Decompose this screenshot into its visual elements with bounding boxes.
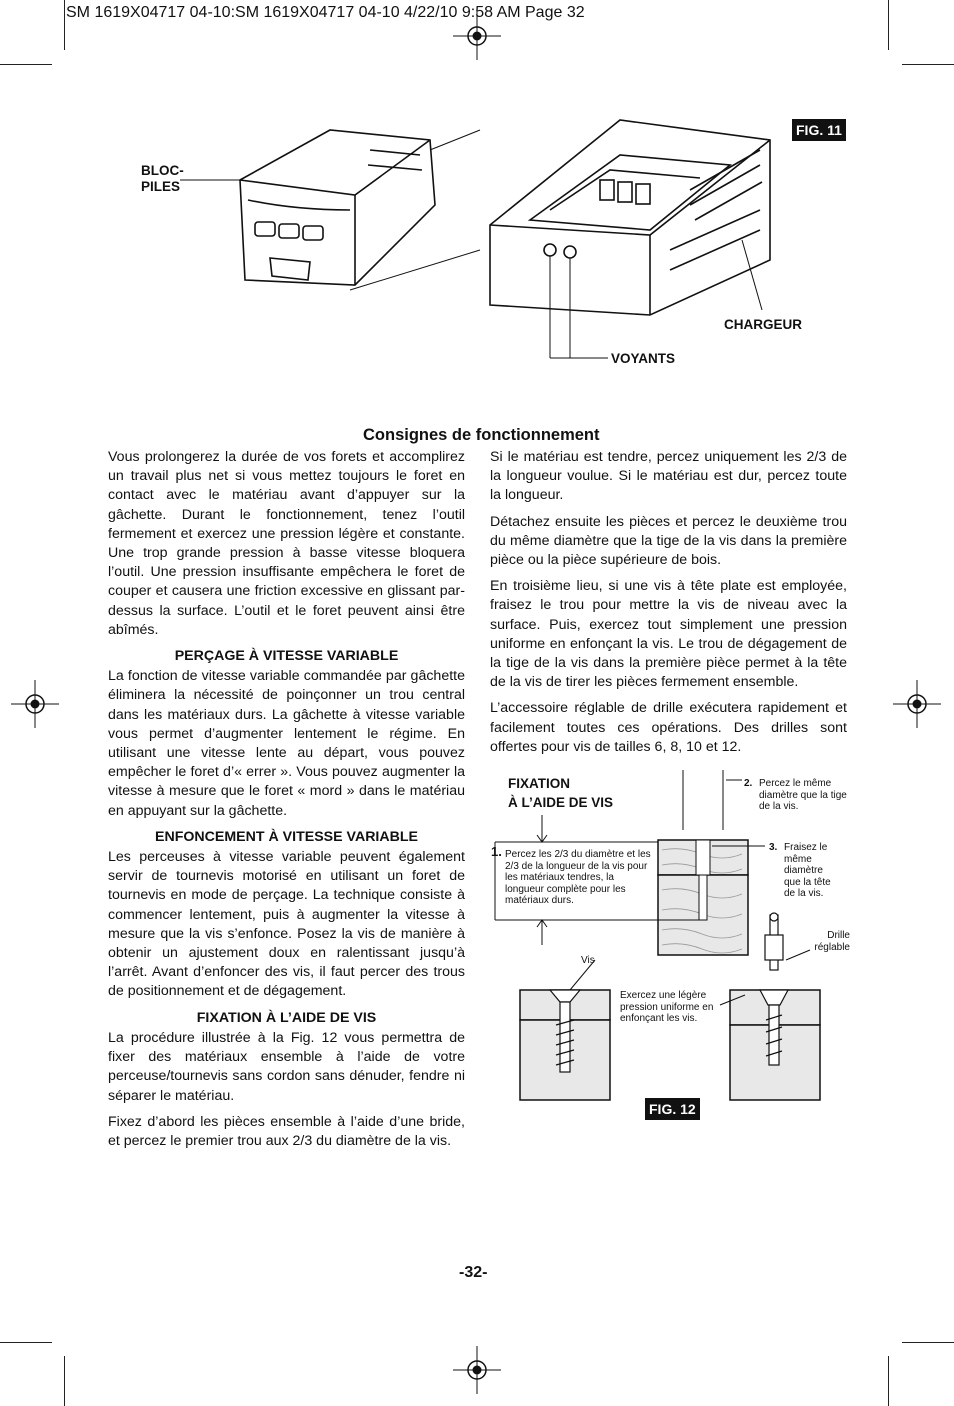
step1-text: Percez les 2/3 du diamètre et les 2/3 de la longueur de la vis pour les matériaux tendres, la longueur complète pour les matériaux durs. — [505, 849, 651, 906]
fig11-label: FIG. 11 — [792, 119, 846, 141]
subheading: FIXATION À L’AIDE DE VIS — [196, 1009, 377, 1026]
adjustable-drill-label: Drille réglable — [814, 930, 850, 953]
lights-label: VOYANTS — [611, 351, 676, 366]
paragraph: Les perceuses à vitesse variable peuvent également servir de tournevis motorisé en utilisant un foret de tournevis en mode de perçage. La technique consiste à commencer lentement, puis à augmenter la vitesse à mesure que la vis s’enfonce. Posez la vis de manière à obtenir un ajustement doux en ralentissant jusqu’à l’arrêt. Avant d’enfoncer des vis, il faut percer des trous de positionnement et de dégagement. — [108, 849, 465, 1000]
step2-number: 2. — [744, 778, 753, 789]
screw-label: Vis — [581, 955, 595, 966]
fig12-illustration — [490, 770, 850, 1130]
step3-text: Fraisez le même diamètre que la tête de la vis. — [784, 842, 831, 899]
battery-pack-label-line1: BLOC- — [141, 163, 184, 178]
step1-number: 1. — [491, 844, 502, 859]
paragraph: Si le matériau est tendre, percez uniquement les 2/3 de la longueur voulue. Si le matériau est dur, percez toute la longueur. — [490, 449, 847, 504]
step3-number: 3. — [769, 842, 778, 853]
fig12-title-line1: FIXATION — [508, 776, 570, 791]
pressure-text: Exercez une légère pression uniforme en enfonçant les vis. — [620, 990, 714, 1024]
fig11-illustration — [130, 110, 850, 380]
section-heading: Consignes de fonctionnement — [363, 426, 600, 444]
paragraph: Fixez d’abord les pièces ensemble à l’aide d’une bride, et percez le premier trou aux 2/3 du diamètre de la vis. — [108, 1113, 465, 1149]
registration-mark-right — [893, 680, 941, 728]
subheading: ENFONCEMENT À VITESSE VARIABLE — [154, 828, 418, 845]
print-slug: SM 1619X04717 04-10:SM 1619X04717 04-10 4/22/10 9:58 AM Page 32 — [66, 4, 585, 21]
battery-pack-label-line2: PILES — [141, 179, 181, 194]
registration-mark-bottom — [453, 1346, 501, 1394]
paragraph: En troisième lieu, si une vis à tête plate est employée, fraisez le trou pour mettre la vis de niveau avec la surface. Puis, exercez tout simplement une pression uniforme en enfonçant la vis. Le trou de dégagement de la tige de la vis dans la première pièce permet à la tête de la vis de tirer les pièces fermement ensemble. — [490, 578, 847, 691]
paragraph: La fonction de vitesse variable commandée par gâchette éliminera la nécessité de poinçonner un trou central dans les matériaux durs. La gâchette à vitesse variable vous permet d’augmenter lentement le régime. En utilisant une vitesse lente au départ, vous pouvez empêcher le foret d’« errer ». Vous pouvez augmenter la vitesse à mesure que le foret « mord » dans le matériau en appuyant sur la gâchette. — [108, 668, 465, 819]
charger-label: CHARGEUR — [724, 317, 803, 332]
left-column — [108, 448, 465, 1158]
fig12-title-line2: À L’AIDE DE VIS — [508, 795, 614, 810]
page-number: -32- — [459, 1264, 488, 1281]
paragraph: La procédure illustrée à la Fig. 12 vous permettra de fixer des matériaux ensemble à l’aide de votre perceuse/tournevis sans cordon sans dénuder, fendre ni séparer le matériau. — [108, 1029, 465, 1104]
registration-mark-left — [11, 680, 59, 728]
paragraph: Détachez ensuite les pièces et percez le deuxième trou du même diamètre que la tige de la vis dans la première pièce ou la pièce supérieure de bois. — [490, 513, 847, 569]
fig12-label: FIG. 12 — [645, 1098, 700, 1120]
right-column — [490, 448, 847, 764]
subheading: PERÇAGE À VITESSE VARIABLE — [174, 648, 399, 665]
battery-pack-drawing — [240, 130, 435, 285]
step2-text: Percez le même diamètre que la tige de la vis. — [759, 778, 847, 812]
paragraph: Vous prolongerez la durée de vos forets et accomplirez un travail plus net si vous mettez toujours le foret en contact avec le matériau avant d’appuyer sur la gâchette. Durant le fonctionnement, tenez l’outil fermement et exercez une pression légère et constante. Une trop grande pression à basse vitesse bloquera l’outil. Une pression insuffisante empêchera le foret de couper et causera une friction excessive en glissant par-dessus la surface. L’outil et le foret peuvent ainsi être abîmés. — [108, 449, 465, 638]
paragraph: L’accessoire réglable de drille exécutera rapidement et facilement toutes ces opérations. Des drilles sont offertes pour vis de tailles 6, 8, 10 et 12. — [490, 700, 847, 755]
charger-drawing — [490, 120, 770, 315]
